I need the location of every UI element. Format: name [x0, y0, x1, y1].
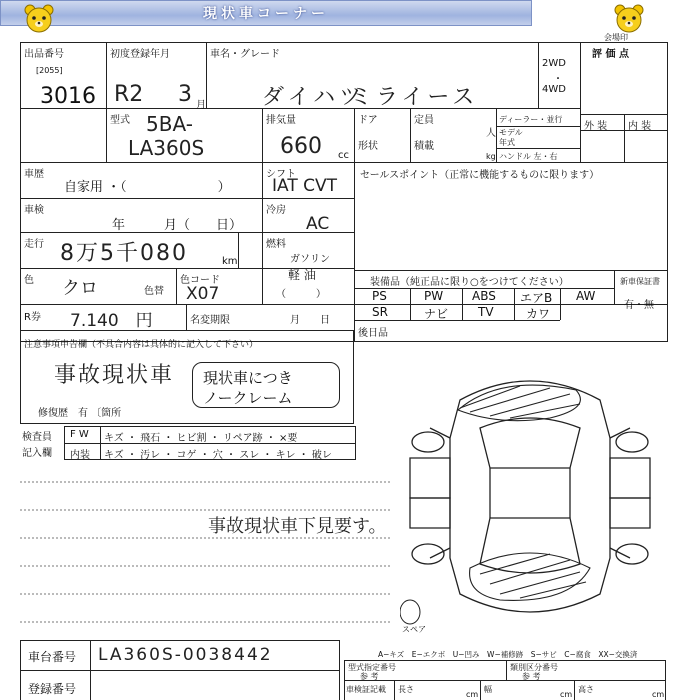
model-year-label: モデル — [499, 128, 523, 137]
cooler-label: 冷房 — [266, 205, 286, 216]
row-interior-label: 内装 — [70, 450, 90, 461]
color-code-label: 色コード — [180, 275, 220, 286]
chassis-number: LA360S-0038442 — [98, 645, 273, 665]
recycle-label: R券 — [24, 312, 41, 323]
fuel-diesel: 軽 油 — [288, 268, 316, 282]
notes-handwritten: 事故現状車 — [54, 363, 175, 388]
row-interior-text: キズ ・ 汚レ ・ コゲ ・ 穴 ・ スレ ・ キレ ・ 破レ — [104, 450, 332, 461]
maker-name: ダイハツ — [262, 85, 366, 110]
capacity-label: 定員 — [414, 115, 434, 126]
inspector-label: 検査員 — [22, 432, 52, 443]
history-label: 車歴 — [24, 169, 44, 180]
equipment-navi: ナビ — [424, 307, 449, 321]
inspection-value: 年 月（ 日） — [112, 218, 243, 233]
exterior-label: 外 装 — [584, 121, 608, 132]
type-cert-sub: 参 考 — [360, 672, 379, 681]
height-unit: cm — [652, 690, 665, 699]
first-reg-month-unit: 月 — [196, 100, 206, 111]
displacement-value: 660 — [280, 134, 322, 159]
banner-title: 現状車コーナー — [203, 6, 329, 22]
fuel-other: （ ） — [276, 289, 326, 300]
color-code-value: X07 — [186, 284, 220, 304]
equipment-ps: PS — [372, 289, 387, 303]
sales-points-label: セールスポイント（正常に機能するものに限ります） — [360, 170, 600, 181]
color-value: クロ — [62, 278, 98, 299]
bear-mascot-icon — [612, 2, 646, 36]
class-label: 類別区分番号 — [510, 663, 558, 672]
equipment-abs: ABS — [472, 289, 496, 303]
recycle-value: 7.140 円 — [70, 311, 153, 331]
inspection-label: 車検 — [24, 205, 44, 216]
spare-tire-icon — [400, 600, 420, 624]
registration-label: 登録番号 — [28, 682, 77, 696]
drive-2wd: 2WD — [542, 58, 566, 69]
stamp-line1: 現状車につき — [203, 369, 293, 387]
type-line2: LA360S — [128, 136, 205, 160]
interior-label: 内 装 — [628, 121, 652, 132]
seat-label: 後日品 — [358, 328, 388, 339]
car-damage-diagram — [400, 368, 660, 630]
lot-sub: [2055] — [36, 66, 63, 75]
model-name: ミライース — [350, 85, 479, 110]
stamp-line2: ノークレーム — [203, 389, 293, 407]
eval-label: 評 価 点 — [592, 49, 629, 60]
persons-unit: 人 — [486, 128, 496, 139]
width-label: 幅 — [484, 685, 492, 694]
equipment-pw: PW — [424, 289, 444, 303]
first-reg-month: 3 — [178, 82, 192, 107]
length-unit: cm — [466, 690, 479, 699]
handwritten-remark: 事故現状車下見要す。 — [208, 516, 387, 537]
length-label: 長さ — [398, 685, 414, 694]
displacement-label: 排気量 — [266, 115, 296, 126]
name-grade-label: 車名・グレード — [210, 49, 280, 60]
shape-label: 形状 — [358, 141, 378, 152]
drive-dot: ・ — [553, 74, 563, 85]
lot-number: 3016 — [40, 84, 96, 109]
mileage-label: 走行 — [24, 239, 44, 250]
repair-label: 修復歴 有 〔箇所 — [38, 408, 122, 419]
type-line1: 5BA- — [146, 112, 193, 136]
color-coat-label: 色替 — [144, 286, 164, 297]
no-claim-stamp — [192, 362, 340, 408]
equipment-aw: AW — [576, 289, 596, 303]
shift-label: シフト — [266, 169, 296, 180]
fuel-gasoline: ガソリン — [290, 254, 330, 265]
km-unit: km — [222, 256, 238, 267]
shift-value: IAT CVT — [272, 176, 337, 196]
remarks-lines — [20, 470, 400, 630]
history-value: 自家用 ・（ ） — [64, 180, 231, 195]
equipment-label: 装備品（純正品に限り○をつけてください） — [370, 277, 569, 288]
fuel-label: 燃料 — [266, 239, 286, 250]
cooler-value: AC — [306, 214, 330, 234]
dealer-label: ディーラー・並行 — [499, 115, 563, 124]
notes-label: 注意事項申告欄（不具合内容は具体的に記入して下さい） — [24, 340, 259, 350]
height-label: 高さ — [578, 685, 594, 694]
damage-legend: A−キズ E−エクボ U−凹み W−補修跡 S−サビ C−腐食 XX−交換済 — [378, 650, 638, 659]
banner — [0, 0, 532, 26]
width-unit: cm — [560, 690, 573, 699]
door-label: ドア — [358, 115, 378, 126]
kg-unit: kg — [486, 152, 496, 161]
chassis-label: 車台番号 — [28, 650, 77, 664]
first-reg-label: 初度登録年月 — [110, 49, 170, 60]
equipment-sr: SR — [372, 305, 388, 319]
warranty-value: 有・無 — [624, 300, 654, 311]
mileage-value: 8万5千080 — [60, 241, 188, 266]
handle-label: ハンドル 左・右 — [499, 152, 558, 161]
row-fw-text: キズ ・ 飛石 ・ ヒビ割 ・ リペア跡 ・ ×要 — [104, 433, 298, 444]
drive-4wd: 4WD — [542, 84, 566, 95]
year-label: 年式 — [499, 138, 515, 147]
warranty-label: 新車保証書 — [620, 277, 660, 286]
displacement-unit: cc — [338, 150, 349, 161]
type-cert-label: 型式指定番号 — [348, 663, 396, 672]
equipment-leather: カワ — [526, 307, 551, 321]
color-label: 色 — [24, 275, 34, 286]
load-label: 積載 — [414, 141, 434, 152]
vehicle-cert-label: 車検証記載 — [346, 685, 386, 694]
type-label: 型式 — [110, 115, 130, 126]
class-sub: 参 考 — [522, 672, 541, 681]
lot-number-label: 出品番号 — [24, 49, 64, 60]
first-reg-era: R2 — [114, 82, 144, 107]
name-change-value: 月 日 — [290, 315, 330, 326]
bear-mascot-icon — [22, 2, 56, 36]
name-change-label: 名変期限 — [190, 315, 230, 326]
remarks-label: 記入欄 — [22, 448, 52, 459]
row-fw-label: F W — [70, 429, 89, 440]
equipment-airbag: エアB — [520, 291, 553, 305]
spare-label: スペア — [402, 625, 426, 634]
venue-stamp: 会場印 — [604, 33, 628, 42]
equipment-tv: TV — [478, 305, 494, 319]
